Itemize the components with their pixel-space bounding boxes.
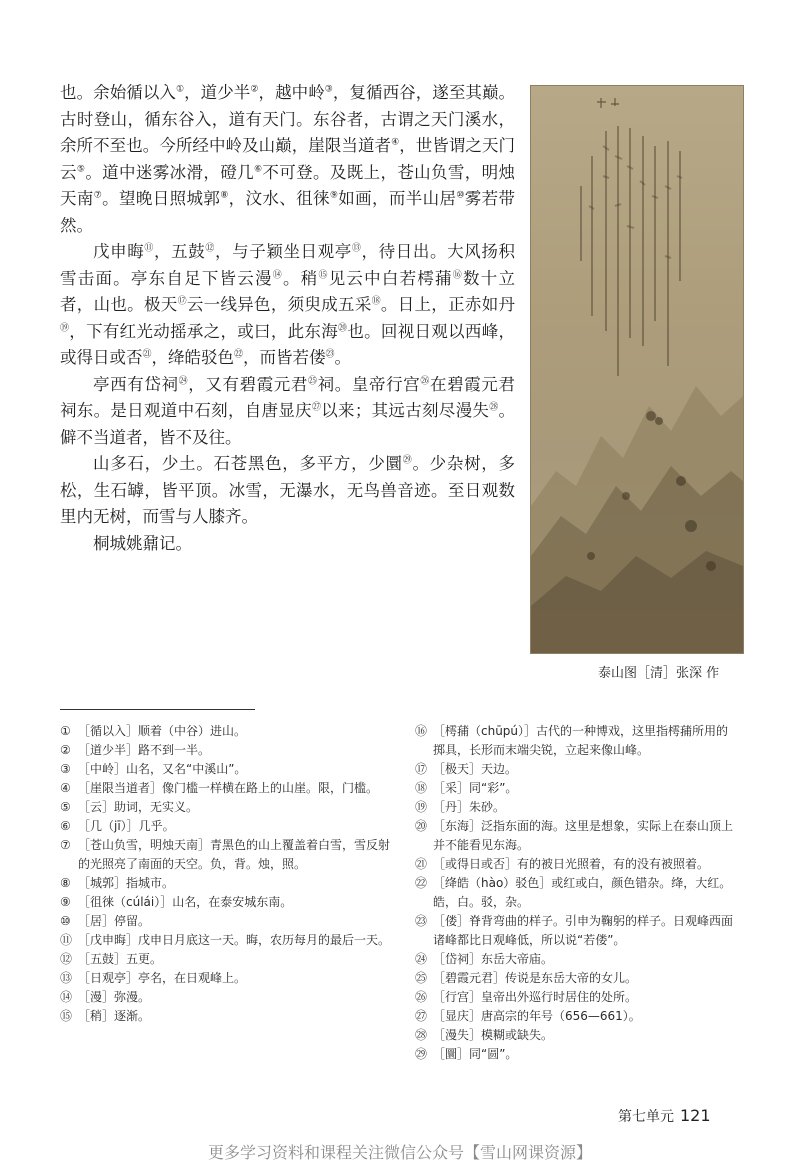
footnote-number: ⑤ bbox=[60, 800, 71, 814]
footnote-text: ［戊申晦］戊申日月底这一天。晦，农历每月的最后一天。 bbox=[78, 933, 391, 947]
footnote-text: ［五鼓］五更。 bbox=[78, 952, 163, 966]
footnote-item bbox=[415, 988, 735, 1007]
footnote-number: ⑪ bbox=[60, 933, 73, 947]
footnote-text: ［苍山负雪，明烛天南］青黑色的山上覆盖着白雪，雪反射的光照亮了南面的天空。负，背。烛，照。 bbox=[78, 838, 391, 871]
footnote-item bbox=[415, 969, 735, 988]
footnote-text: ［岱祠］东岳大帝庙。 bbox=[433, 952, 554, 966]
signature-line: 桐城姚鼐记。 bbox=[93, 533, 192, 553]
footnote-number: ㉕ bbox=[415, 971, 428, 985]
footnote-text: ［樗蒱（chūpú）］古代的一种博戏，这里指樗蒱所用的掷具，长形而末端尖锐，立起来像山峰。 bbox=[433, 724, 729, 757]
footnote-number: ㉖ bbox=[415, 990, 428, 1004]
footnote-text: ［采］同“彩”。 bbox=[433, 781, 518, 795]
footnote-item bbox=[60, 760, 390, 779]
footnote-item bbox=[60, 779, 390, 798]
footnotes-right bbox=[415, 722, 735, 1064]
footnote-item bbox=[60, 836, 390, 874]
footnote-item bbox=[415, 950, 735, 969]
footnote-item bbox=[415, 817, 735, 855]
footnote-number: ㉔ bbox=[415, 952, 428, 966]
footnote-item bbox=[60, 874, 390, 893]
unit-label: 第七单元 bbox=[618, 1109, 674, 1125]
paragraph-3: 亭西有岱祠$^㉔$，又有碧霞元君$^㉕$祠。皇帝行宫$^㉖$在碧霞元君祠东。是日观道中石刻，自唐显庆$^㉗$以来；其远古刻尽漫失$^㉘$。僻不当道者，皆不及往。 bbox=[60, 374, 515, 447]
paragraph-2: 戊申晦⑪，五鼓⑫，与子颖坐日观亭⑬，待日出。大风扬积雪击面。亭东自足下皆云漫⑭。稍⑮见云中白若樗蒱⑯数十立者，山也。极天⑰云一线异色，须臾成五采⑱。日上，正赤如丹⑲，下有红光动摇承之，或曰，此东海⑳也。回视日观以西峰，或得日或否$^㉑$，绛皓驳色$^㉒$，而皆若偻$^㉓$。 bbox=[60, 242, 515, 367]
paragraph-4: 山多石，少土。石苍黑色，多平方，少圜$^㉙$。少杂树，多松，生石罅，皆平顶。冰雪，无瀑水，无鸟兽音迹。至日观数里内无树，而雪与人膝齐。 bbox=[60, 454, 516, 526]
painting-caption: 泰山图［清］张深 作 bbox=[598, 666, 720, 681]
footnote-number: ② bbox=[60, 743, 71, 757]
footnote-item bbox=[60, 988, 390, 1007]
taishan-painting bbox=[530, 85, 744, 654]
footnote-number: ㉒ bbox=[415, 876, 428, 890]
footnote-text: ［居］停留。 bbox=[78, 914, 151, 928]
footnote-item bbox=[415, 760, 735, 779]
footnote-number: ⑨ bbox=[60, 895, 71, 909]
page-number: 121 bbox=[680, 1106, 711, 1125]
watermark-text: 更多学习资料和课程关注微信公众号【雪山网课资源】 bbox=[207, 1143, 592, 1162]
footnote-item bbox=[60, 950, 390, 969]
footnote-number: ⑥ bbox=[60, 819, 71, 833]
footnote-number: ⑫ bbox=[60, 952, 73, 966]
footnote-number: ㉓ bbox=[415, 914, 428, 928]
footnote-text: ［漫］弥漫。 bbox=[78, 990, 151, 1004]
footnote-number: ⑱ bbox=[415, 781, 428, 795]
footnote-item bbox=[415, 874, 735, 912]
footnote-item bbox=[415, 1026, 735, 1045]
painting-artwork bbox=[531, 86, 743, 653]
footnote-item bbox=[415, 722, 735, 760]
footnote-item bbox=[415, 1045, 735, 1064]
footnote-item bbox=[415, 1007, 735, 1026]
footnote-number: ⑮ bbox=[60, 1009, 73, 1023]
footnote-text: ［日观亭］亭名，在日观峰上。 bbox=[78, 971, 247, 985]
footnote-number: ㉗ bbox=[415, 1009, 428, 1023]
footnote-text: ［丹］朱砂。 bbox=[433, 800, 506, 814]
footnote-item bbox=[60, 741, 390, 760]
footnote-number: ⑲ bbox=[415, 800, 428, 814]
footnote-item bbox=[60, 912, 390, 931]
footnote-text: ［行宫］皇帝出外巡行时居住的处所。 bbox=[433, 990, 638, 1004]
mountains bbox=[531, 386, 743, 653]
page-footer bbox=[618, 1106, 711, 1126]
main-text bbox=[60, 80, 515, 557]
footnote-number: ⑰ bbox=[415, 762, 428, 776]
footnote-number: ㉘ bbox=[415, 1028, 428, 1042]
footnote-text: ［循以入］顺着（中谷）进山。 bbox=[78, 724, 247, 738]
footnote-text: ［或得日或否］有的被日光照着，有的没有被照着。 bbox=[433, 857, 710, 871]
footnote-text: ［稍］逐渐。 bbox=[78, 1009, 151, 1023]
footnote-item bbox=[60, 722, 390, 741]
footnote-text: ［极天］天边。 bbox=[433, 762, 518, 776]
footnote-number: ⑬ bbox=[60, 971, 73, 985]
footnote-text: ［崖限当道者］像门槛一样横在路上的山崖。限，门槛。 bbox=[78, 781, 379, 795]
footnote-number: ④ bbox=[60, 781, 71, 795]
footnote-item bbox=[60, 798, 390, 817]
footnote-number: ㉙ bbox=[415, 1047, 428, 1061]
footnote-text: ［城郭］指城市。 bbox=[78, 876, 175, 890]
footnote-text: ［东海］泛指东面的海。这里是想象，实际上在泰山顶上并不能看见东海。 bbox=[433, 819, 734, 852]
footnote-item bbox=[60, 1007, 390, 1026]
footnote-text: ［中岭］山名，又名“中溪山”。 bbox=[78, 762, 247, 776]
footnote-text: ［绛皓（hào）驳色］或红或白，颜色错杂。绛，大红。皓，白。驳，杂。 bbox=[433, 876, 732, 909]
footnote-text: ［碧霞元君］传说是东岳大帝的女儿。 bbox=[433, 971, 638, 985]
footnote-text: ［道少半］路不到一半。 bbox=[78, 743, 211, 757]
footnotes-left bbox=[60, 722, 390, 1026]
footnote-text: ［圜］同“圆”。 bbox=[433, 1047, 518, 1061]
footnote-text: ［徂徕（cúlái）］山名，在泰安城东南。 bbox=[78, 895, 293, 909]
footnote-text: ［几（jī）］几乎。 bbox=[78, 819, 175, 833]
footnote-number: ⑦ bbox=[60, 838, 71, 852]
footnote-number: ① bbox=[60, 724, 71, 738]
footnote-item bbox=[60, 931, 390, 950]
footnote-divider bbox=[60, 709, 255, 710]
footnote-item bbox=[415, 855, 735, 874]
footnote-text: ［显庆］唐高宗的年号（656—661）。 bbox=[433, 1009, 641, 1023]
footnote-item bbox=[415, 779, 735, 798]
footnote-item bbox=[60, 969, 390, 988]
footnote-number: ⑭ bbox=[60, 990, 73, 1004]
footnote-item bbox=[415, 798, 735, 817]
footnote-text: ［漫失］模糊或缺失。 bbox=[433, 1028, 554, 1042]
footnote-item bbox=[415, 912, 735, 950]
calligraphy-inscription bbox=[581, 98, 680, 376]
footnote-number: ⑩ bbox=[60, 914, 71, 928]
footnote-text: ［偻］脊背弯曲的样子。引申为鞠躬的样子。日观峰西面诸峰都比日观峰低，所以说“若偻”。 bbox=[433, 914, 734, 947]
paragraph-1: 也。余始循以入①，道少半②，越中岭③，复循西谷，遂至其巅。古时登山，循东谷入，道有天门。东谷者，古谓之天门溪水，余所不至也。今所经中岭及山巅，崖限当道者④，世皆谓之天门云⑤。道中迷雾冰滑，磴几⑥不可登。及既上，苍山负雪，明烛天南⑦。望晚日照城郭⑧，汶水、徂徕⑨如画，而半山居⑩雾若带然。 bbox=[60, 83, 516, 235]
footnote-item bbox=[60, 817, 390, 836]
footnote-number: ㉑ bbox=[415, 857, 428, 871]
footnote-text: ［云］助词，无实义。 bbox=[78, 800, 199, 814]
footnote-item bbox=[60, 893, 390, 912]
footnote-number: ⑳ bbox=[415, 819, 428, 833]
footnote-number: ⑯ bbox=[415, 724, 428, 738]
footnote-number: ③ bbox=[60, 762, 71, 776]
footnote-number: ⑧ bbox=[60, 876, 71, 890]
